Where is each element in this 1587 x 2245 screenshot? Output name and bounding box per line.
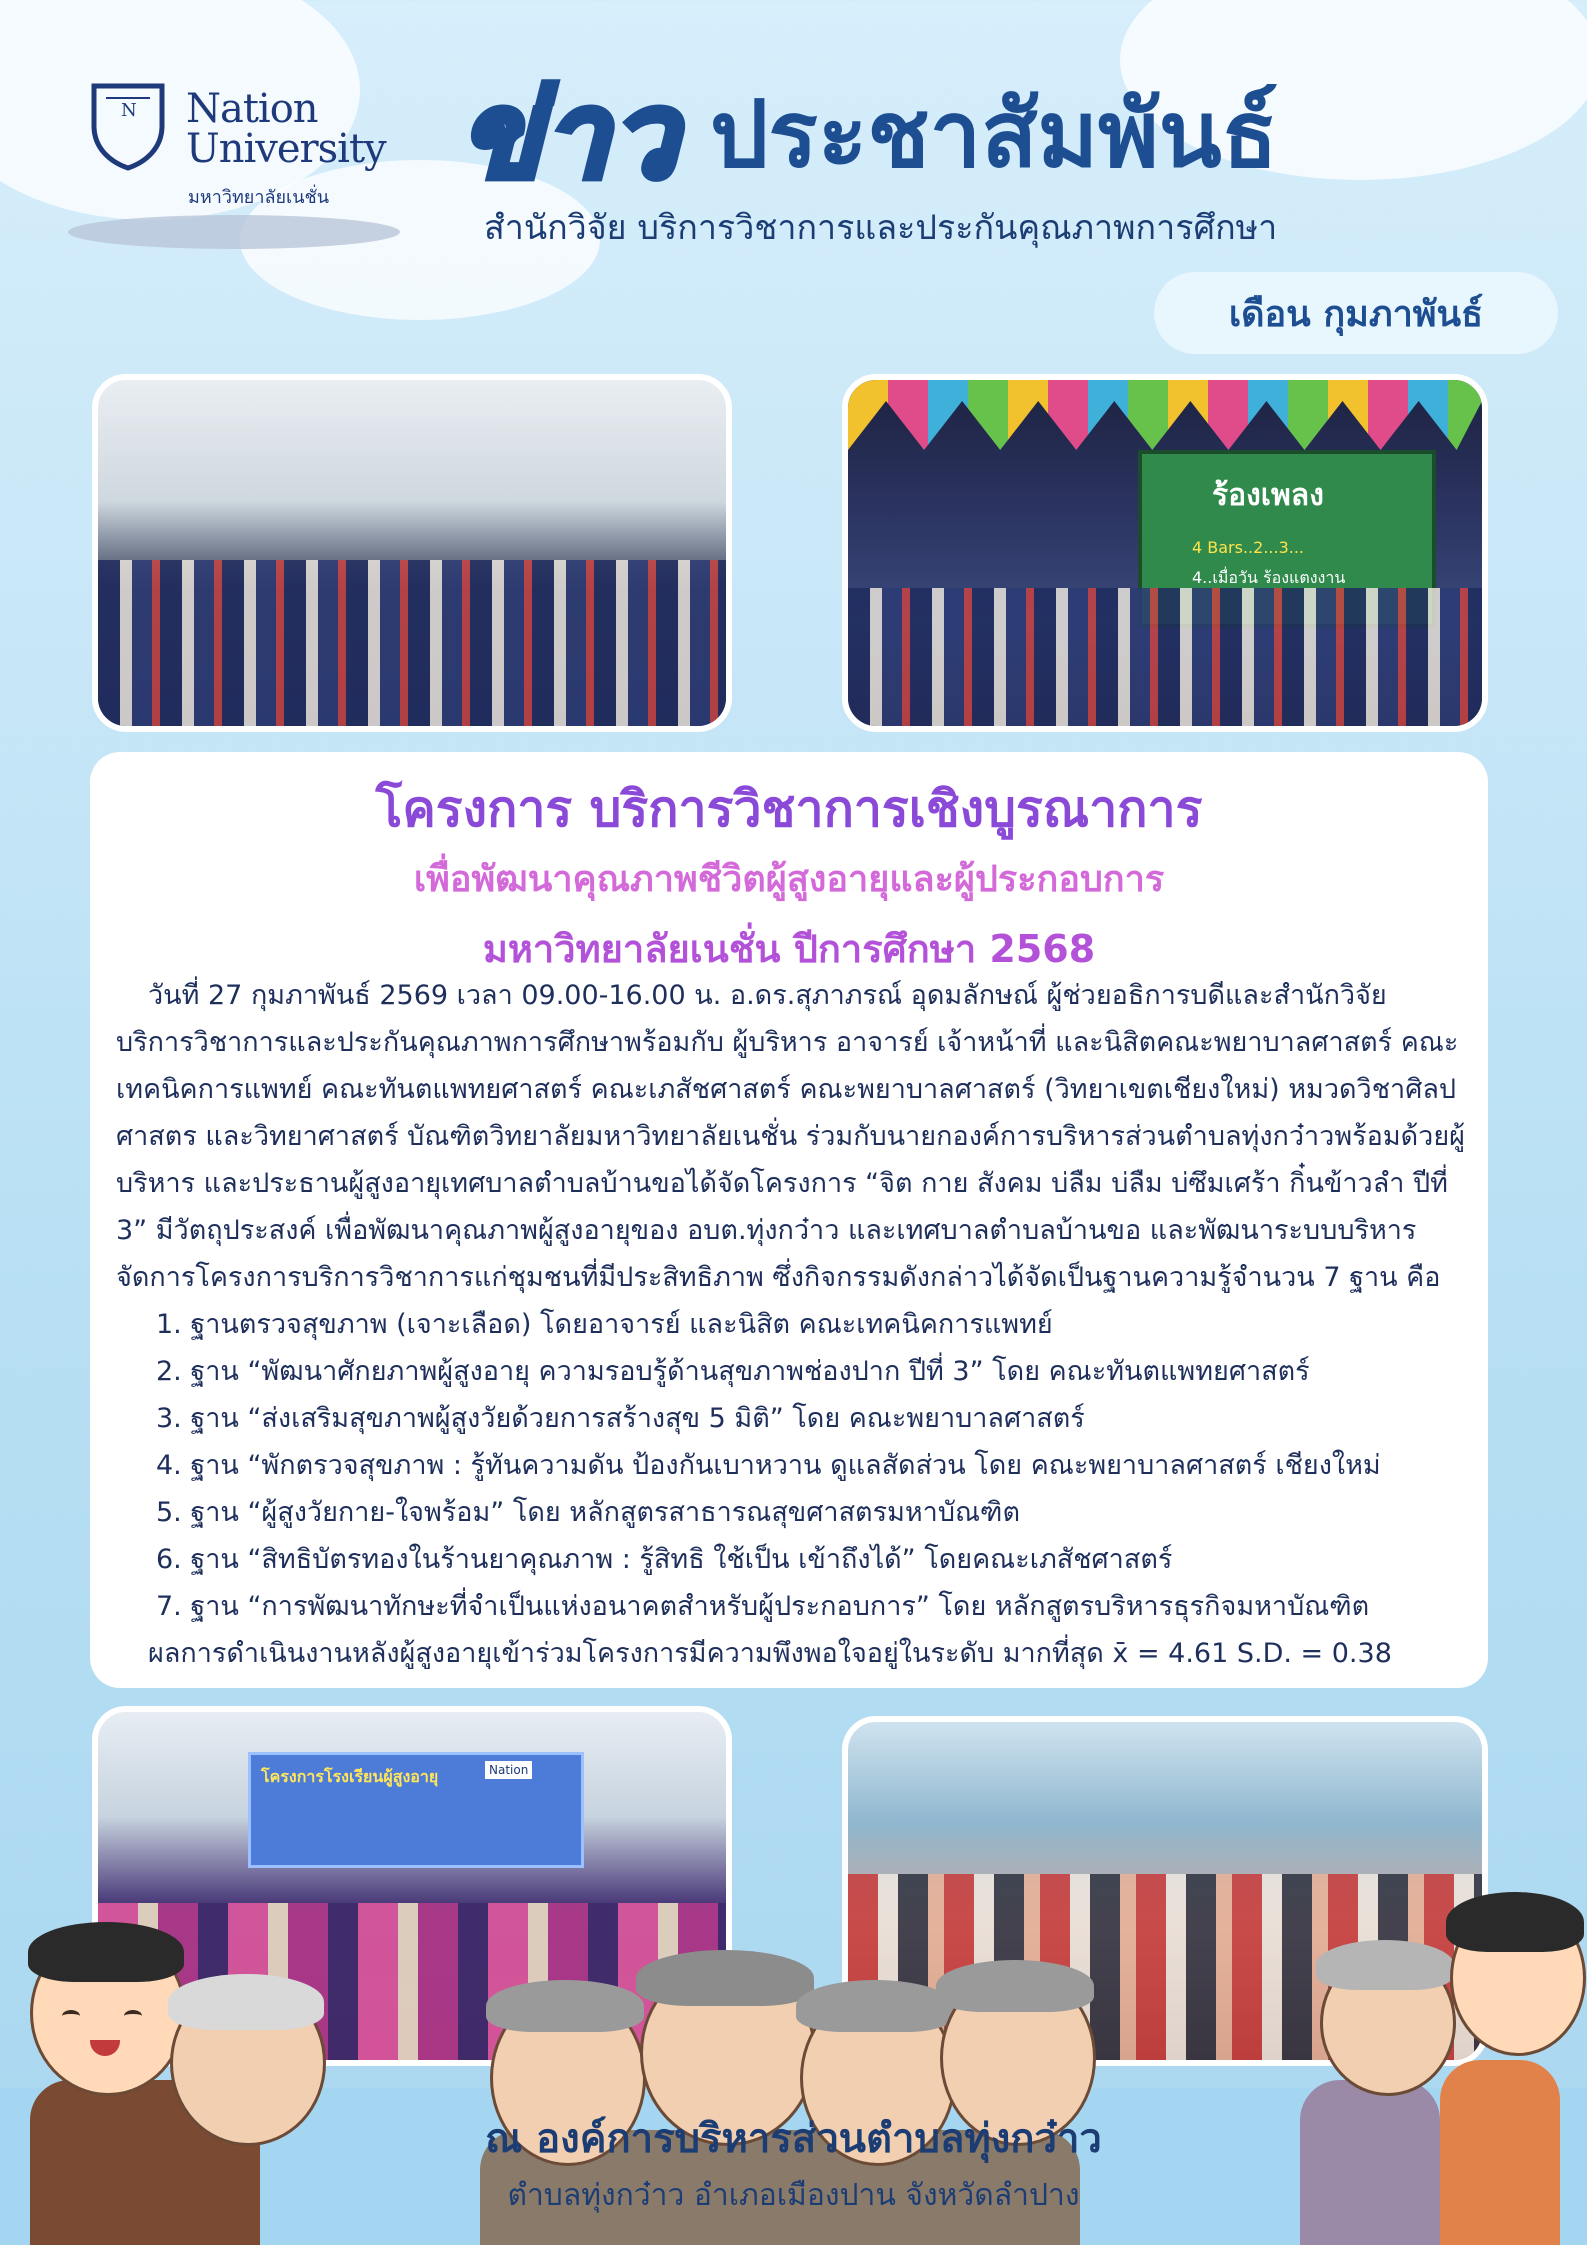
title-public-relations: ประชาสัมพันธ์ (710, 81, 1278, 188)
station-item: 2. ฐาน “พัฒนาศักยภาพผู้สูงอายุ ความรอบรู้ด้านสุขภาพช่องปาก ปีที่ 3” โดย คณะทันตแพทยศาสตร์ (156, 1356, 1310, 1387)
station-list (116, 1301, 1470, 1630)
month-label: เดือน กุมภาพันธ์ (1228, 293, 1484, 335)
station-item: 7. ฐาน “การพัฒนาทักษะที่จำเป็นแห่งอนาคตสำหรับผู้ประกอบการ” โดย หลักสูตรบริหารธุรกิจมหาบัณฑิต (156, 1591, 1370, 1622)
article-university-year: มหาวิทยาลัยเนชั่น ปีการศึกษา 2568 (482, 927, 1096, 971)
logo-thai-name: มหาวิทยาลัยเนชั่น (188, 187, 330, 208)
article-title: โครงการ บริการวิชาการเชิงบูรณาการ (375, 780, 1203, 838)
logo-name-line2: University (186, 126, 386, 172)
bunting-flags (848, 380, 1482, 450)
location-title: ณ องค์การบริหารส่วนตำบลทุ่งกว๋าว (485, 2116, 1102, 2162)
screen-line1: 4 Bars..2...3... (1192, 538, 1305, 557)
station-item: 1. ฐานตรวจสุขภาพ (เจาะเลือด) โดยอาจารย์ และนิสิต คณะเทคนิคการแพทย์ (156, 1309, 1053, 1340)
screen-title: ร้องเพลง (1212, 478, 1324, 513)
logo-name-line1: Nation (186, 86, 318, 132)
station-item: 3. ฐาน “ส่งเสริมสุขภาพผู้สูงวัยด้วยการสร้างสุข 5 มิติ” โดย คณะพยาบาลศาสตร์ (156, 1403, 1085, 1434)
article-body (116, 972, 1470, 1677)
banner-logo: Nation (485, 1761, 532, 1779)
station-item: 4. ฐาน “พักตรวจสุขภาพ : รู้ทันความดัน ป้องกันเบาหวาน ดูแลสัดส่วน โดย คณะพยาบาลศาสตร์ เชียงใหม่ (156, 1450, 1381, 1481)
article-paragraph: วันที่ 27 กุมภาพันธ์ 2569 เวลา 09.00-16.00 น. อ.ดร.สุภาภรณ์ อุดมลักษณ์ ผู้ช่วยอธิการบดีและสำนักวิจัย บริการวิชาการและประกันคุณภาพการศึกษาพร้อมกับ ผู้บริหาร อาจารย์ เจ้าหน้าที่ และนิสิตคณะพยาบาลศาสตร์ คณะเทคนิคการแพทย์ คณะทันตแพทยศาสตร์ คณะเภสัชศาสตร์ คณะพยาบาลศาสตร์ (วิทยาเขตเชียงใหม่) หมวดวิชาศิลปศาสตร และวิทยาศาสตร์ บัณฑิตวิทยาลัยมหาวิทยาลัยเนชั่น ร่วมกับนายกองค์การบริหารส่วนตำบลทุ่งกว๋าวพร้อมด้วยผู้บริหาร และประธานผู้สูงอายุเทศบาลตำบลบ้านขอได้จัดโครงการ “จิต กาย สังคม บ่ลืม บ่ลืม บ่ซึมเศร้า กิ๋นข้าวลำ ปีที่ 3” มีวัตถุประสงค์ เพื่อพัฒนาคุณภาพผู้สูงอายุของ อบต.ทุ่งกว๋าว และเทศบาลตำบลบ้านขอ และพัฒนาระบบบริหารจัดการโครงการบริการวิชาการแก่ชุมชนที่มีประสิทธิภาพ ซึ่งกิจกรรมดังกล่าวได้จัดเป็นฐานความรู้จำนวน 7 ฐาน คือ (116, 980, 1465, 1293)
satisfaction-result: ผลการดำเนินงานหลังผู้สูงอายุเข้าร่วมโครงการมีความพึงพอใจอยู่ในระดับ มากที่สุด x̄ = 4.61 S.D. = 0.38 (148, 1638, 1392, 1669)
office-subtitle: สำนักวิจัย บริการวิชาการและประกันคุณภาพการศึกษา (484, 208, 1278, 248)
article-card (90, 752, 1488, 1688)
photo-singing-activity (842, 374, 1488, 732)
logo-shadow (68, 215, 400, 249)
screen-line2: 4..เมื่อวัน ร้องแตงงาน (1192, 568, 1346, 587)
crowd-graphic (98, 560, 726, 726)
shield-icon (90, 82, 166, 172)
station-item: 6. ฐาน “สิทธิบัตรทองในร้านยาคุณภาพ : รู้สิทธิ ใช้เป็น เข้าถึงได้” โดยคณะเภสัชศาสตร์ (156, 1544, 1173, 1575)
location-address: ตำบลทุ่งกว๋าว อำเภอเมืองปาน จังหวัดลำปาง (507, 2178, 1080, 2213)
banner-text: โครงการโรงเรียนผู้สูงอายุ (261, 1767, 439, 1786)
article-subtitle: เพื่อพัฒนาคุณภาพชีวิตผู้สูงอายุและผู้ประกอบการ (413, 859, 1165, 900)
title-news: ข่าว (460, 66, 680, 204)
photo-group-audience (92, 374, 732, 732)
station-item: 5. ฐาน “ผู้สูงวัยกาย-ใจพร้อม” โดย หลักสูตรสาธารณสุขศาสตรมหาบัณฑิต (156, 1497, 1020, 1528)
crowd-graphic (848, 588, 1482, 726)
logo-letter: N (121, 100, 137, 121)
month-badge (1154, 272, 1558, 354)
stage-banner (248, 1752, 584, 1868)
